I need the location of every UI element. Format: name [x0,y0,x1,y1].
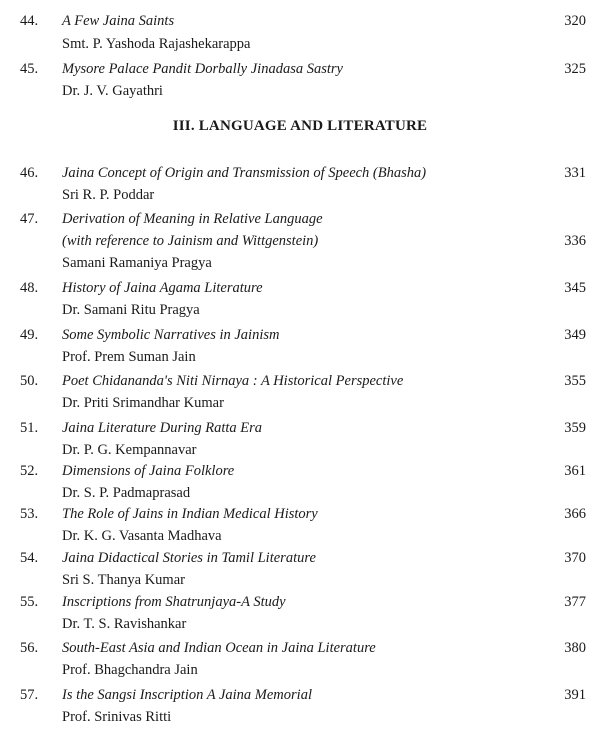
entry-number: 50. [20,373,39,389]
entry-author: Sri S. Thanya Kumar [62,572,185,588]
entry-page: 320 [564,13,586,29]
entry-number: 54. [20,550,39,566]
entry-author: Prof. Bhagchandra Jain [62,662,198,678]
entry-title: Jaina Concept of Origin and Transmission of Speech (Bhasha) [62,165,427,181]
entry-page: 370 [564,550,586,566]
entry-number: 47. [20,211,39,227]
entry-title-continued: (with reference to Jainism and Wittgenstein) [62,233,319,249]
section-heading: III. LANGUAGE AND LITERATURE [172,118,428,134]
entry-page: 349 [564,327,586,343]
entry-author: Smt. P. Yashoda Rajashekarappa [62,36,251,52]
entry-title: History of Jaina Agama Literature [62,280,263,296]
entry-page: 345 [564,280,586,296]
entry-page: 377 [564,594,586,610]
entry-author: Prof. Prem Suman Jain [62,349,196,365]
entry-number: 52. [20,463,39,479]
entry-number: 57. [20,687,39,703]
entry-number: 53. [20,506,39,522]
entry-page: 336 [564,233,586,249]
entry-page: 331 [564,165,586,181]
entry-author: Sri R. P. Poddar [62,187,155,203]
entry-title: A Few Jaina Saints [62,13,175,29]
entry-number: 44. [20,13,39,29]
entry-number: 46. [20,165,39,181]
entry-author: Dr. T. S. Ravishankar [62,616,187,632]
entry-title: Derivation of Meaning in Relative Language [62,211,323,227]
entry-title: Inscriptions from Shatrunjaya-A Study [62,594,286,610]
entry-page: 380 [564,640,586,656]
entry-number: 45. [20,61,39,77]
entry-author: Dr. J. V. Gayathri [62,83,163,99]
entry-author: Dr. Samani Ritu Pragya [62,302,200,318]
entry-page: 366 [564,506,586,522]
entry-page: 355 [564,373,586,389]
entry-author: Dr. Priti Srimandhar Kumar [62,395,224,411]
entry-number: 56. [20,640,39,656]
entry-title: Jaina Didactical Stories in Tamil Literature [62,550,316,566]
entry-author: Dr. S. P. Padmaprasad [62,485,191,501]
entry-number: 51. [20,420,39,436]
entry-author: Dr. K. G. Vasanta Madhava [62,528,222,544]
entry-author: Dr. P. G. Kempannavar [62,442,197,458]
entry-title: South-East Asia and Indian Ocean in Jaina Literature [62,640,376,656]
entry-page: 325 [564,61,586,77]
entry-number: 55. [20,594,39,610]
entry-title: Is the Sangsi Inscription A Jaina Memorial [62,687,312,703]
entry-title: The Role of Jains in Indian Medical History [62,506,318,522]
entry-title: Dimensions of Jaina Folklore [62,463,235,479]
entry-page: 391 [564,687,586,703]
entry-page: 359 [564,420,586,436]
entry-author: Samani Ramaniya Pragya [62,255,212,271]
entry-author: Prof. Srinivas Ritti [62,709,172,725]
entry-title: Jaina Literature During Ratta Era [62,420,263,436]
entry-number: 49. [20,327,39,343]
entry-title: Some Symbolic Narratives in Jainism [62,327,280,343]
entry-title: Mysore Palace Pandit Dorbally Jinadasa Sastry [62,61,343,77]
entry-number: 48. [20,280,39,296]
entry-page: 361 [564,463,586,479]
entry-title: Poet Chidananda's Niti Nirnaya : A Historical Perspective [62,373,404,389]
